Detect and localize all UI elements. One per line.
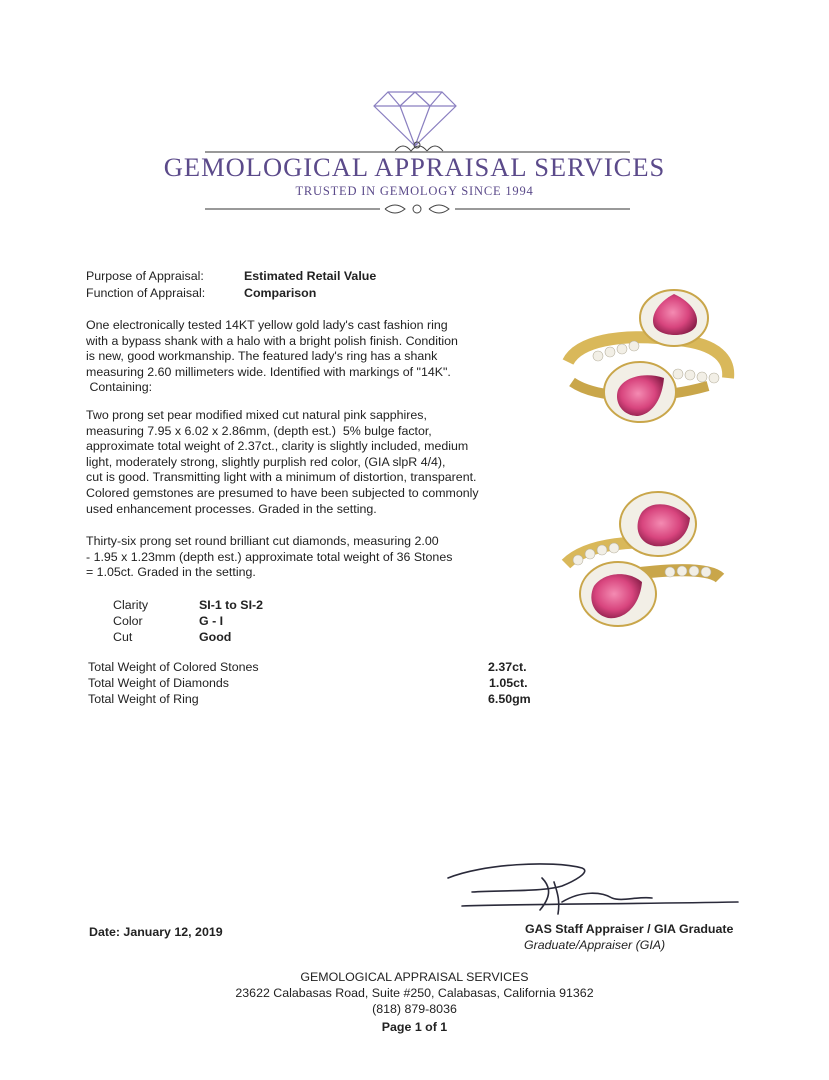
total-label-colored-stones: Total Weight of Colored Stones [88,660,259,674]
total-value-ring: 6.50gm [488,692,531,706]
signature-subtitle: Graduate/Appraiser (GIA) [524,938,666,952]
ring-photo-bottom [558,482,738,632]
description-line: measuring 2.60 millimeters wide. Identified with markings of "14K". [86,364,451,379]
diamond-line: - 1.95 x 1.23mm (depth est.) approximate total weight of 36 Stones [86,549,453,564]
grade-label-clarity: Clarity [113,598,149,612]
sapphire-line: light, moderately strong, slightly purplish red color, (GIA slpR 4/4), [86,454,446,469]
sapphire-line: Colored gemstones are presumed to have been subjected to commonly [86,485,479,500]
footer-address: 23622 Calabasas Road, Suite #250, Calabasas, California 91362 [235,986,594,1000]
page-number: Page 1 of 1 [381,1020,448,1034]
grade-value-color: G - I [199,614,224,628]
grade-value-clarity: SI-1 to SI-2 [199,598,264,612]
diamond-line: Thirty-six prong set round brilliant cut diamonds, measuring 2.00 [86,534,439,548]
company-tagline: TRUSTED IN GEMOLOGY SINCE 1994 [295,184,534,198]
sapphire-line: measuring 7.95 x 6.02 x 2.86mm, (depth est.) 5% bulge factor, [86,423,432,438]
sapphire-line: approximate total weight of 2.37ct., clarity is slightly included, medium [86,439,469,454]
purpose-label: Purpose of Appraisal: [86,269,204,283]
function-value: Comparison [244,286,317,300]
ornament-bottom [205,200,630,220]
description-line: One electronically tested 14KT yellow gold lady's cast fashion ring [86,318,448,332]
sapphire-line: used enhancement processes. Graded in the setting. [86,501,377,516]
grade-label-cut: Cut [113,630,133,644]
function-label: Function of Appraisal: [86,286,206,300]
appraiser-signature [442,858,742,920]
ring-photo-top [558,282,738,432]
total-label-ring: Total Weight of Ring [88,692,199,706]
grade-label-color: Color [113,614,143,628]
sapphire-line: Two prong set pear modified mixed cut natural pink sapphires, [86,408,427,422]
total-value-colored-stones: 2.37ct. [488,660,527,674]
footer-phone: (818) 879-8036 [372,1002,457,1016]
diamonds-paragraph [86,534,526,581]
description-paragraph [86,318,526,396]
description-line: with a bypass shank with a halo with a bright polish finish. Condition [86,333,458,348]
sapphires-paragraph [86,408,536,517]
description-line: Containing: [86,380,153,395]
footer-company: GEMOLOGICAL APPRAISAL SERVICES [300,970,529,984]
signature-title: GAS Staff Appraiser / GIA Graduate [525,922,734,936]
total-value-diamonds: 1.05ct. [489,676,528,690]
sapphire-line: cut is good. Transmitting light with a minimum of distortion, transparent. [86,470,477,485]
company-brand-title: GEMOLOGICAL APPRAISAL SERVICES [163,152,666,182]
description-line: is new, good workmanship. The featured lady's ring has a shank [86,349,438,364]
diamond-line: = 1.05ct. Graded in the setting. [86,565,256,580]
purpose-row [86,269,204,283]
appraisal-date: Date: January 12, 2019 [89,925,223,939]
total-label-diamonds: Total Weight of Diamonds [88,676,229,690]
grade-value-cut: Good [199,630,232,644]
purpose-value: Estimated Retail Value [244,269,377,283]
